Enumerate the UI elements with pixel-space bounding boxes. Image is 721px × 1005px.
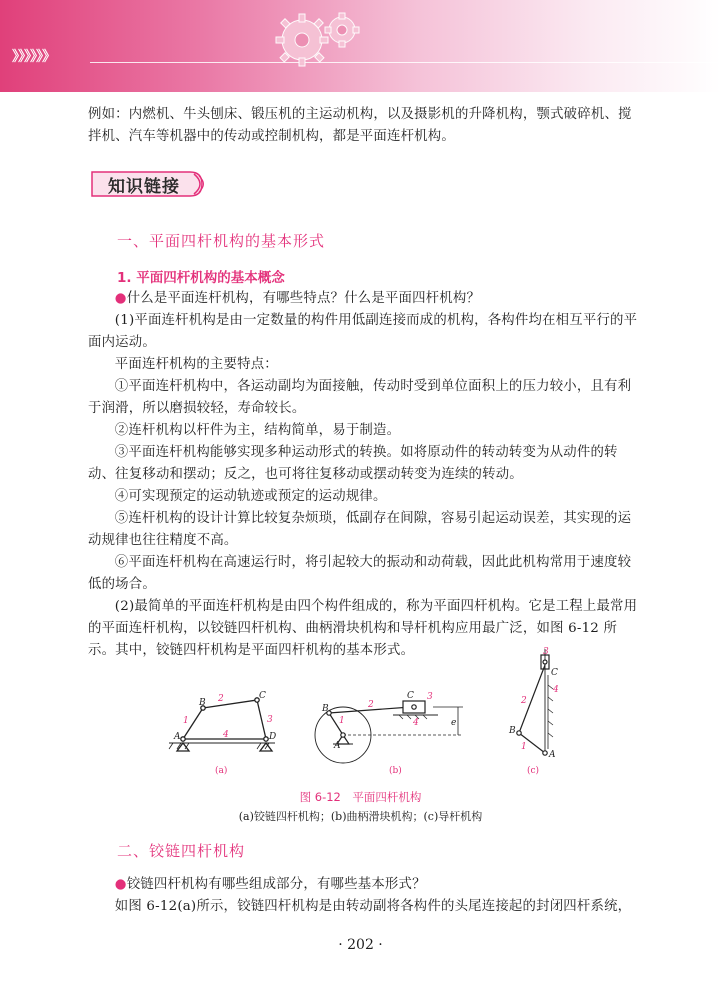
num-b-4: 4 [413,718,419,728]
bullet-icon: ● [114,291,127,306]
label-b-e: e [451,718,457,728]
header-rule [90,62,721,63]
label-c-C: C [551,668,558,678]
question-2-text: 铰链四杆机构有哪些组成部分，有哪些基本形式？ [126,877,426,892]
num-a-4: 4 [223,730,229,740]
num-a-2: 2 [218,694,224,704]
sublabel-a: (a) [215,766,228,775]
badge-label: 知识链接 [108,177,180,197]
question-1-text: 什么是平面连杆机构，有哪些特点？什么是平面四杆机构？ [126,291,481,306]
num-b-2: 2 [368,700,374,710]
num-b-3: 3 [427,692,433,702]
num-c-1: 1 [521,742,527,752]
section2-title: 二、铰链四杆机构 [117,842,246,860]
label-a-C: C [259,691,266,701]
label-b-B: B [322,704,329,714]
label-c-A: A [549,750,556,760]
diagram-b-slider-crank [315,701,463,763]
label-b-C: C [407,691,414,701]
sublabel-b: (b) [389,766,402,775]
label-a-B: B [199,698,206,708]
gears-icon [262,8,372,68]
label-b-A: A [334,741,341,751]
label-a-D: D [269,732,277,742]
page-number: · 202 · [338,937,383,953]
figure-subcaption: (a)铰链四杆机构；(b)曲柄滑块机构；(c)导杆机构 [238,810,483,823]
subsection-text: 平面四杆机构的基本概念 [136,270,285,286]
subsection-title [117,266,285,286]
feature-6: ⑥平面连杆机构在高速运行时，将引起较大的振动和动荷载，因此此机构常用于速度较低的场合。 [88,555,632,592]
feature-3: ③平面连杆机构能够实现多种运动形式的转换。如将原动件的转动转变为从动件的转动、往复移动和摆动；反之，也可将往复移动或摆动转变为连续的转动。 [88,445,618,482]
chevron-decoration: 》》》》》》 [12,49,55,65]
para-1: (1)平面连杆机构是由一定数量的构件用低副连接而成的机构，各构件均在相互平行的平面内运动。 [88,313,638,350]
feature-2: ②连杆机构以杆件为主，结构简单，易于制造。 [114,423,401,438]
num-a-3: 3 [267,715,273,725]
figure-caption: 图 6-12 平面四杆机构 [299,790,422,804]
feature-5: ⑤连杆机构的设计计算比较复杂烦琐，低副存在间隙，容易引起运动误差，其实现的运动规律也往往精度不高。 [88,511,632,548]
section2-para: 如图 6-12(a)所示，铰链四杆机构是由转动副将各构件的头尾连接起的封闭四杆系统， [114,899,632,914]
question-2 [88,874,644,896]
diagram-c-numbers [520,647,559,752]
diagram-c-labels [508,668,558,760]
label-a-A: A [174,732,181,742]
features-title: 平面连杆机构的主要特点： [114,357,278,372]
num-b-1: 1 [339,716,345,726]
feature-4: ④可实现预定的运动轨迹或预定的运动规律。 [114,489,387,504]
page-header-band [0,0,721,92]
subsection-number: 1. [117,270,132,286]
section1-title: 一、平面四杆机构的基本形式 [117,232,326,250]
question-1 [88,288,644,310]
feature-1: ①平面连杆机构中，各运动副均为面接触，传动时受到单位面积上的压力较小，且有利于润滑，所以磨损较轻，寿命较长。 [88,379,632,416]
sublabel-c: (c) [527,766,540,775]
knowledge-link-badge [90,168,208,200]
para-2: (2)最简单的平面连杆机构是由四个构件组成的，称为平面四杆机构。它是工程上最常用的平面连杆机构，以铰链四杆机构、曲柄滑块机构和导杆机构应用最广泛，如图 6-12 所示。其中，铰链四杆机构是平面四杆机构的基本形式。 [88,599,638,658]
num-c-2: 2 [521,696,527,706]
intro-paragraph: 例如：内燃机、牛头刨床、锻压机的主运动机构，以及摄影机的升降机构，颚式破碎机、搅拌机、汽车等机器中的传动或控制机构，都是平面连杆机构。 [88,107,632,144]
num-c-4: 4 [553,685,559,695]
bullet-icon: ● [114,877,127,892]
label-c-B: B [509,726,516,736]
num-c-3: 3 [543,647,549,657]
num-a-1: 1 [183,716,189,726]
figure-6-12 [163,645,560,775]
